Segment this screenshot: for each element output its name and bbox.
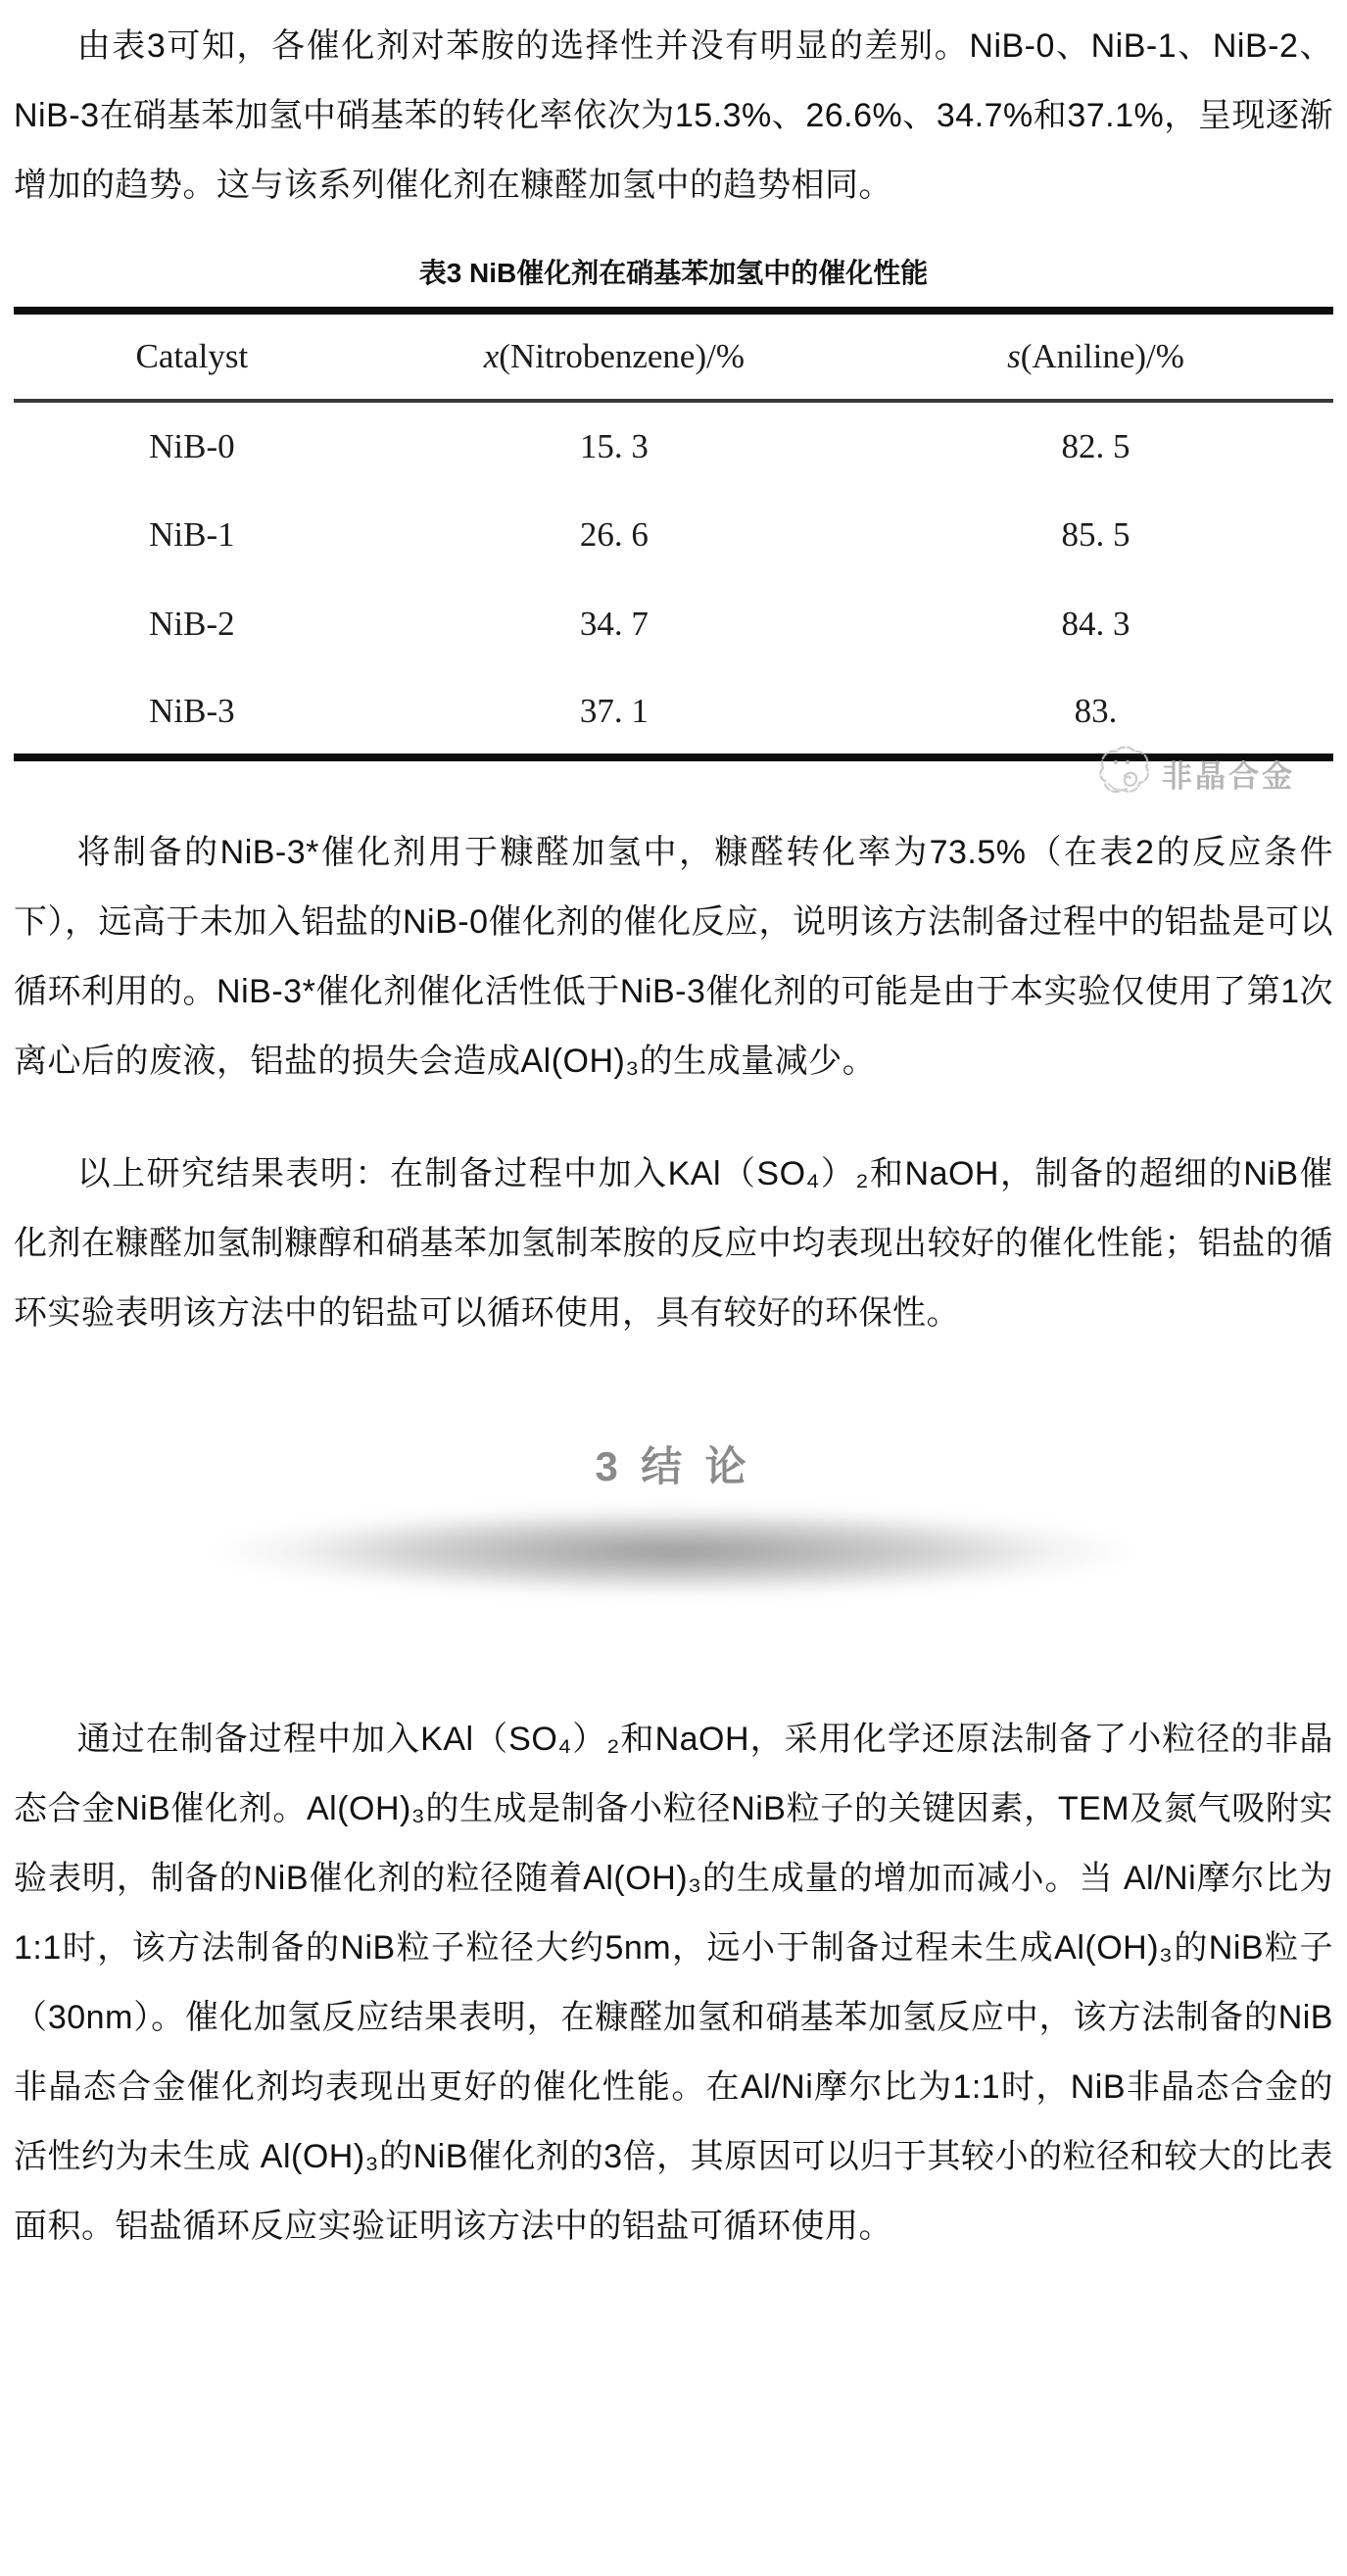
header-italic-symbol: x: [483, 337, 500, 375]
table-cell-conversion: 37. 1: [579, 691, 649, 730]
table-row: [14, 401, 1333, 490]
table-cell-selectivity: 82. 5: [1061, 426, 1131, 465]
table-cell-conversion: 15. 3: [579, 426, 649, 465]
paragraph-summary-results: 以上研究结果表明：在制备过程中加入KAl（SO₄）₂和NaOH，制备的超细的NiB催化剂在糠醛加氢制糠醇和硝基苯加氢制苯胺的反应中均表现出较好的催化性能；铝盐的循环实验表明该方法中的铝盐可以循环使用，具有较好的环保性。: [14, 1155, 1333, 1332]
table-header-row: [14, 311, 1333, 401]
paragraph-nib3star-recycled-salt: 将制备的NiB-3*催化剂用于糠醛加氢中，糠醛转化率为73.5%（在表2的反应条件下），远高于未加入铝盐的NiB-0催化剂的催化反应，说明该方法制备过程中的铝盐是可以循环利用的。NiB-3*催化剂催化活性低于NiB-3催化剂的可能是由于本实验仅使用了第1次离心后的废液，铝盐的损失会造成Al(OH)₃的生成量减少。: [14, 834, 1334, 1080]
catalyst-performance-table: [14, 307, 1333, 761]
paragraph-conclusion-body: 通过在制备过程中加入KAl（SO₄）₂和NaOH，采用化学还原法制备了小粒径的非晶态合金NiB催化剂。Al(OH)₃的生成是制备小粒径NiB粒子的关键因素，TEM及氮气吸附实验表明，制备的NiB催化剂的粒径随着Al(OH)₃的生成量的增加而减小。当 Al/Ni摩尔比为1:1时，该方法制备的NiB粒子粒径大约5nm，远小于制备过程未生成Al(OH)₃的NiB粒子（30nm）。催化加氢反应结果表明，在糠醛加氢和硝基苯加氢反应中，该方法制备的NiB非晶态合金催化剂均表现出更好的催化性能。在Al/Ni摩尔比为1:1时，NiB非晶态合金的活性约为未生成 Al(OH)₃的NiB催化剂的3倍，其原因可以归于其较小的粒径和较大的比表面积。铝盐循环反应实验证明该方法中的铝盐可循环使用。: [14, 1721, 1333, 2245]
table-row: [14, 490, 1333, 579]
column-header-catalyst: [14, 311, 370, 401]
column-header-nitrobenzene-conversion: [370, 311, 858, 401]
paragraph-discussion-aniline-selectivity: 由表3可知，各催化剂对苯胺的选择性并没有明显的差别。NiB-0、NiB-1、NiB-2、NiB-3在硝基苯加氢中硝基苯的转化率依次为15.3%、26.6%、34.7%和37.1%，呈现逐渐增加的趋势。这与该系列催化剂在糠醛加氢中的趋势相同。: [14, 27, 1333, 204]
table-cell-selectivity: 84. 3: [1061, 604, 1131, 643]
table-caption: 表3 NiB催化剂在硝基苯加氢中的催化性能: [418, 258, 929, 288]
header-text: (Aniline)/%: [1020, 337, 1184, 375]
table-cell-catalyst: NiB-1: [149, 514, 235, 554]
table-cell-catalyst: NiB-3: [149, 691, 235, 730]
table-cell-catalyst: NiB-0: [149, 426, 235, 465]
watermark-label: 非晶合金: [1162, 758, 1295, 794]
table-row: [14, 579, 1333, 668]
table-row: [14, 668, 1333, 757]
column-header-aniline-selectivity: [858, 311, 1333, 401]
table-cell-conversion: 26. 6: [579, 514, 649, 554]
table-cell-conversion: 34. 7: [579, 604, 649, 643]
header-text: (Nitrobenzene)/%: [499, 337, 745, 375]
table-cell-catalyst: NiB-2: [149, 604, 235, 643]
header-italic-symbol: s: [1007, 337, 1021, 375]
header-text: Catalyst: [135, 337, 249, 375]
table-cell-selectivity: 85. 5: [1061, 514, 1131, 554]
table-cell-selectivity: 83.: [1074, 691, 1118, 730]
heading-shadow: [52, 1505, 1296, 1650]
section-heading-conclusion: 3 结 论: [595, 1443, 752, 1489]
